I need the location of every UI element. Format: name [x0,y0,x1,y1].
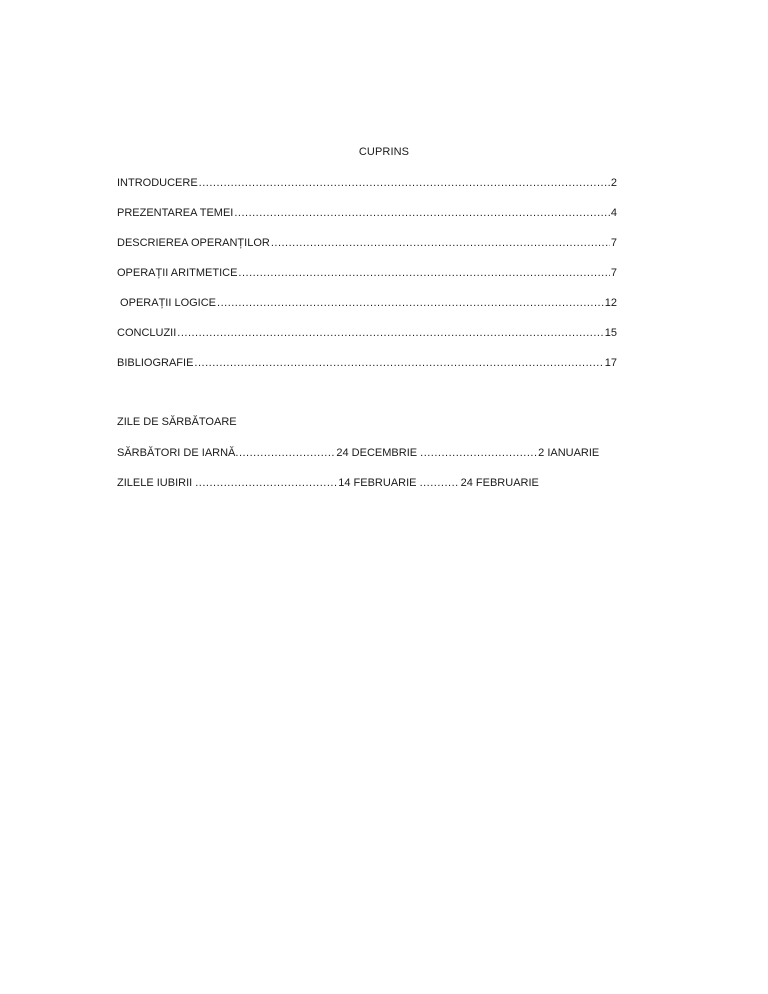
toc-entry [117,296,617,326]
dot-leader [177,326,603,340]
holiday-entry [117,446,637,476]
toc-entry-page: 4 [610,207,617,219]
dot-leader [420,476,458,490]
dot-leader [194,356,603,370]
dot-leader [235,446,336,460]
toc-entry-label: BIBLIOGRAFIE [117,357,194,369]
holiday-end-date: 24 FEBRUARIE [457,477,539,489]
toc-entry-page: 7 [610,237,617,249]
holiday-start-date: 14 FEBRUARIE [338,477,420,489]
toc-entry-page: 12 [604,297,617,309]
toc-entry [117,326,617,356]
toc-entry [117,356,617,386]
toc-entry-page: 7 [610,267,617,279]
toc-entry [117,176,617,206]
holidays-list [117,446,637,506]
toc-entry-label: DESCRIEREA OPERANȚILOR [117,237,270,249]
toc-entry-label: PREZENTAREA TEMEI [117,207,234,219]
holiday-name: ZILELE IUBIRII [117,477,196,489]
holidays-heading: ZILE DE SĂRBĂTOARE [117,416,237,428]
dot-leader [420,446,538,460]
page-title: CUPRINS [358,146,410,158]
dot-leader [195,476,338,490]
holiday-entry [117,476,637,506]
toc-entry-label: INTRODUCERE [117,177,198,189]
toc-entry-page: 2 [610,177,617,189]
toc-entry-page: 17 [604,357,617,369]
toc-entry [117,206,617,236]
dot-leader [238,266,609,280]
table-of-contents [117,176,617,386]
dot-leader [271,236,610,250]
toc-entry-page: 15 [604,327,617,339]
toc-entry-label: CONCLUZII [117,327,177,339]
toc-entry-label: OPERAȚII ARITMETICE [117,267,238,279]
holiday-name: SĂRBĂTORI DE IARNĂ [117,447,236,459]
holiday-end-date: 2 IANUARIE [538,447,600,459]
dot-leader [217,296,604,310]
toc-entry [117,236,617,266]
dot-leader [199,176,610,190]
dot-leader [234,206,610,220]
toc-entry [117,266,617,296]
holiday-start-date: 24 DECEMBRIE [336,447,421,459]
toc-entry-label: OPERAȚII LOGICE [117,297,217,309]
